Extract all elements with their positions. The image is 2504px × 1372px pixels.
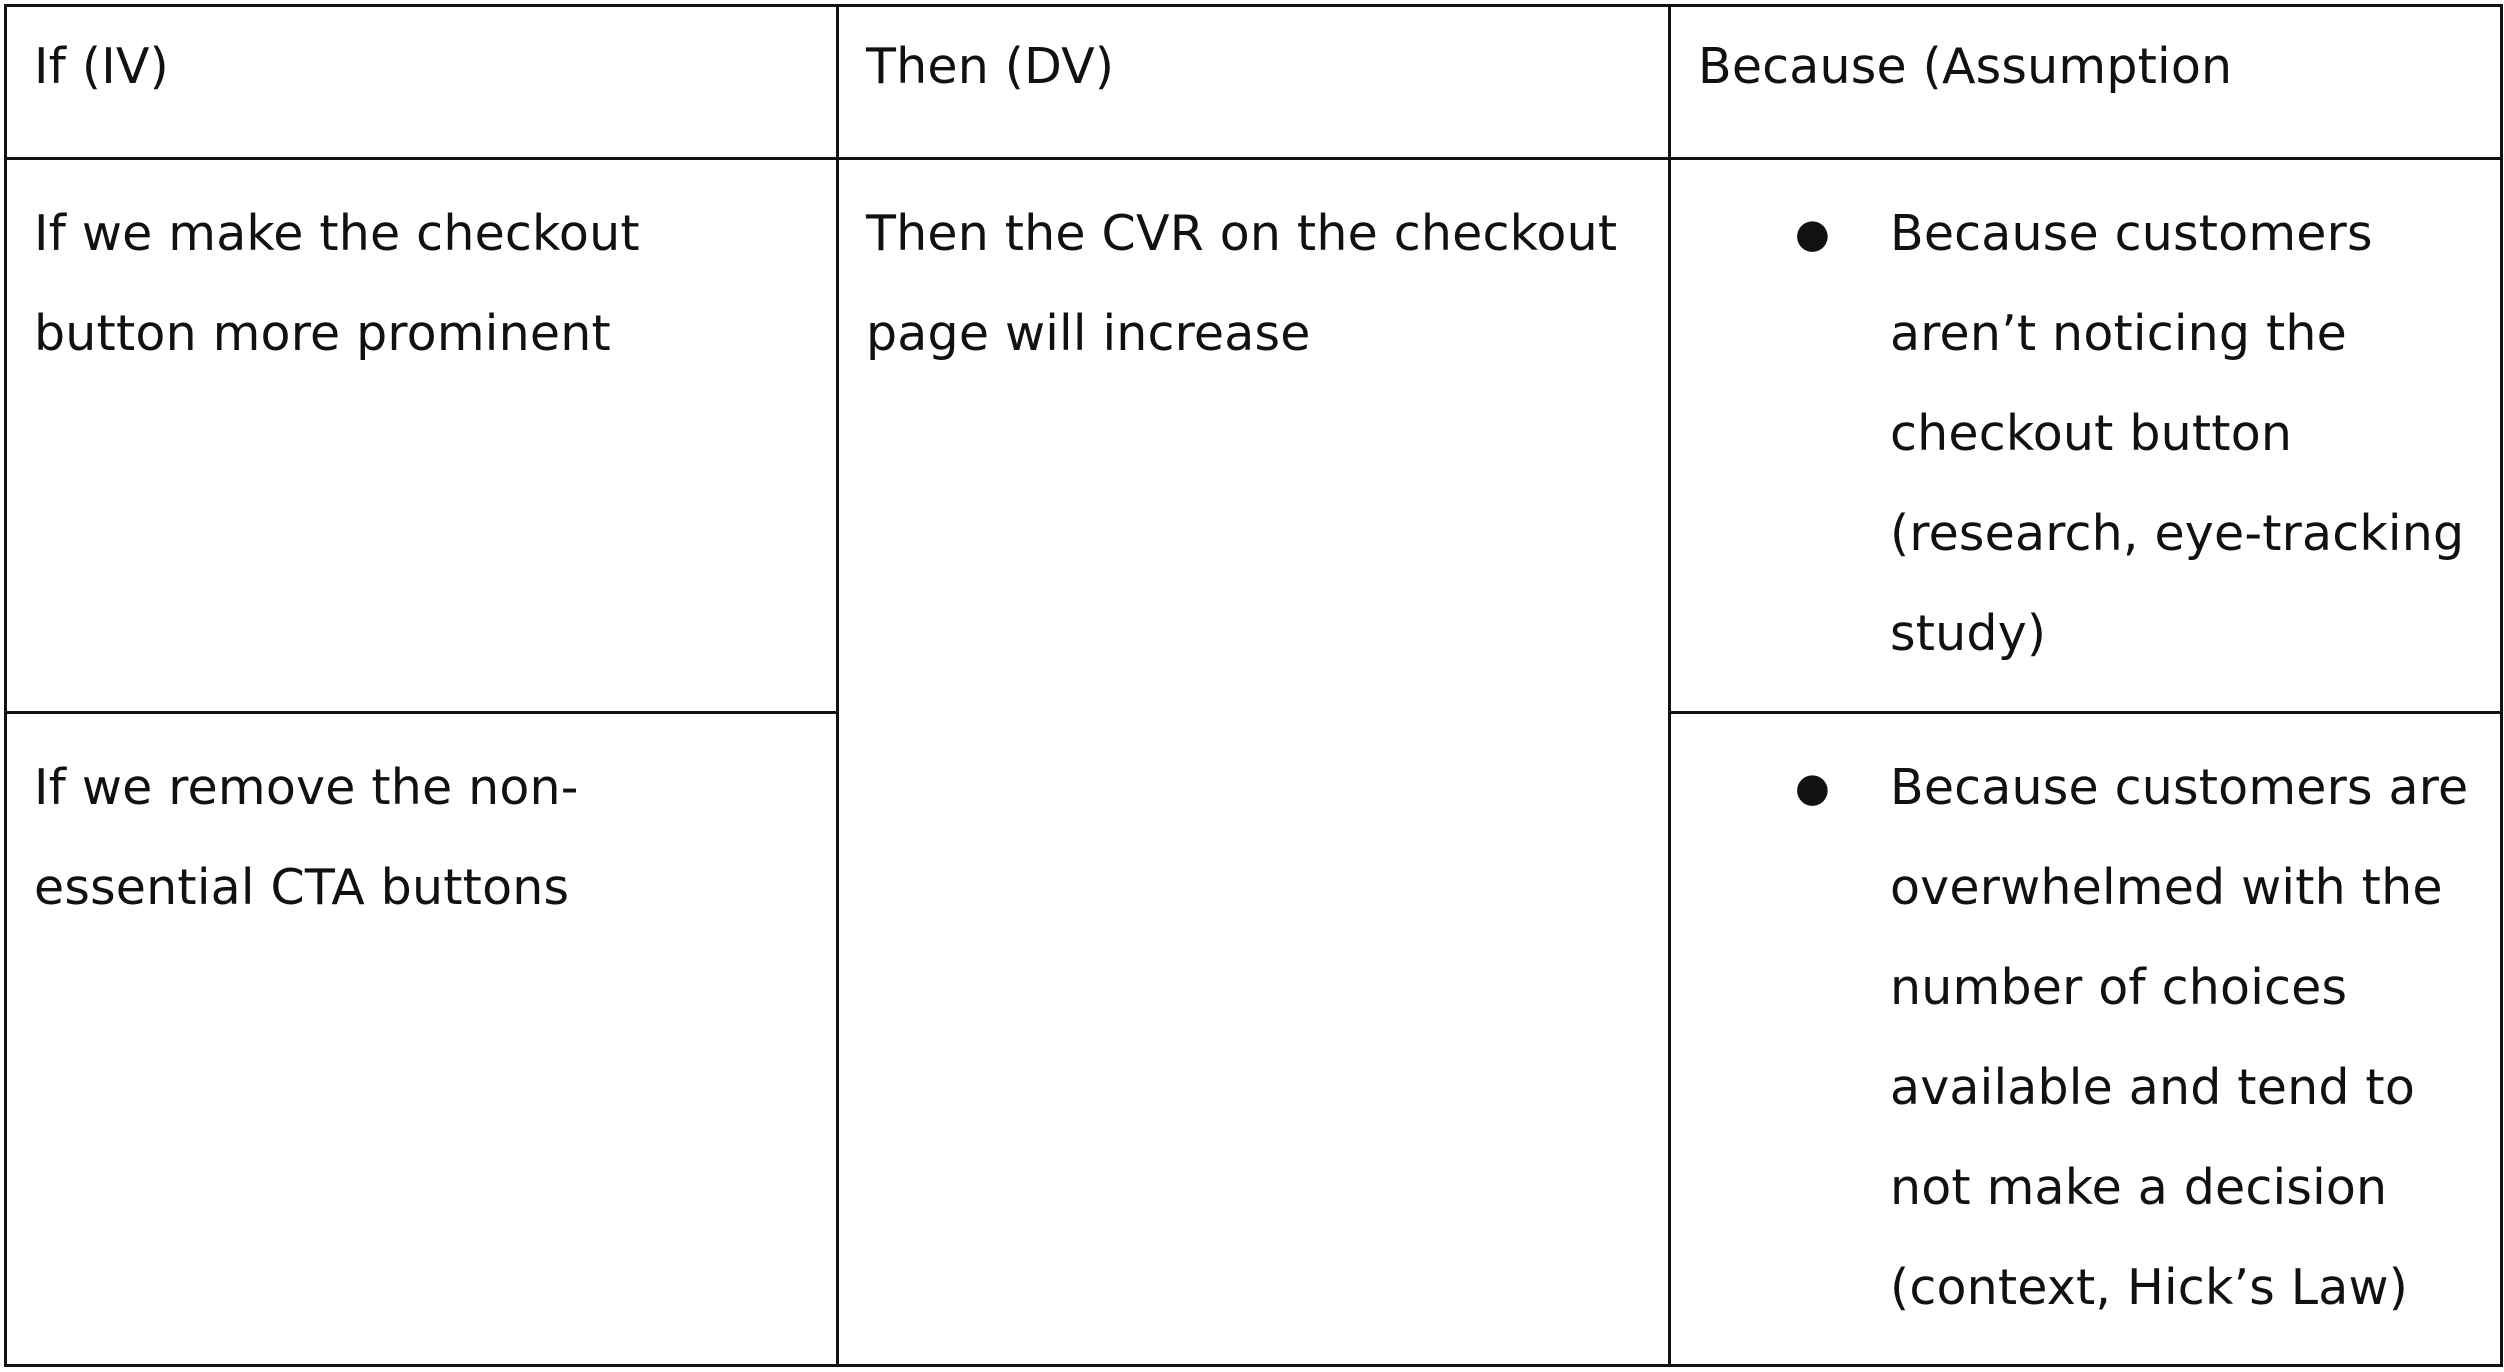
because-text: Because customers aren’t noticing the checkout button (research, eye-tracking study) bbox=[1890, 205, 2465, 663]
table-header-row bbox=[6, 6, 2502, 159]
because-cell bbox=[1670, 159, 2502, 712]
header-because-label: Because (Assumption bbox=[1698, 38, 2233, 95]
header-cell-because bbox=[1670, 6, 2502, 159]
bullet-icon: ● bbox=[1795, 764, 1831, 811]
table-row bbox=[6, 159, 2502, 712]
because-list bbox=[1671, 714, 2500, 1338]
bullet-icon: ● bbox=[1795, 211, 1831, 258]
then-text: Then the CVR on the checkout page will increase bbox=[866, 205, 1618, 363]
list-item bbox=[1671, 738, 2476, 1338]
header-cell-if bbox=[6, 6, 838, 159]
if-text: If we remove the non-essential CTA buttons bbox=[34, 758, 579, 916]
because-list bbox=[1671, 160, 2500, 684]
because-text: Because customers are overwhelmed with the number of choices available and tend to not make a decision (context, Hick’s Law) bbox=[1890, 758, 2469, 1316]
header-then-label: Then (DV) bbox=[866, 38, 1115, 95]
hypothesis-table bbox=[4, 4, 2503, 1367]
list-item bbox=[1671, 184, 2476, 684]
if-text: If we make the checkout button more prominent bbox=[34, 205, 640, 363]
if-cell bbox=[6, 712, 838, 1365]
if-cell bbox=[6, 159, 838, 712]
because-cell bbox=[1670, 712, 2502, 1365]
then-cell bbox=[838, 159, 1670, 1366]
header-cell-then bbox=[838, 6, 1670, 159]
header-if-label: If (IV) bbox=[34, 38, 169, 95]
